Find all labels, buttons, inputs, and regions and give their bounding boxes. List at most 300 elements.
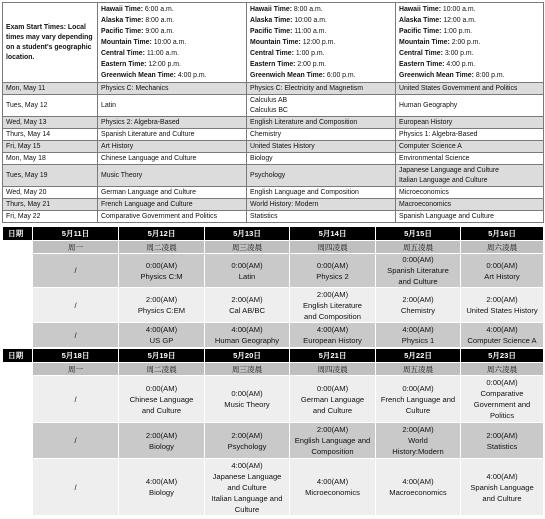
exam-date: Tues, May 12 <box>3 95 98 117</box>
cn-exam-subject: Physics C:EM <box>137 306 186 315</box>
cn-blank-cell <box>3 241 33 254</box>
exam-subject: Statistics <box>250 213 278 220</box>
cn-exam-subject: Statistics <box>486 441 518 451</box>
cn-exam-subject: Latin <box>238 271 256 281</box>
schedule-row <box>3 211 544 223</box>
time-zone-value: 1:00 p.m. <box>443 28 473 35</box>
exam-subject-cell <box>98 153 247 165</box>
cn-exam-time: 2:00(AM) <box>316 425 349 434</box>
cn-exam-subject: European History <box>303 336 362 345</box>
cn-session-row <box>3 288 544 323</box>
time-zone-name: Central Time: <box>250 50 294 57</box>
time-zone-name: Hawaii Time: <box>250 6 292 13</box>
cn-exam-time: 4:00(AM) <box>402 325 434 334</box>
cn-exam-subject: Composition <box>311 447 354 456</box>
cn-weekday-cell: 周五凌晨 <box>376 241 461 254</box>
cn-exam-time: 4:00(AM) <box>316 325 349 334</box>
time-zone-name: Central Time: <box>101 50 145 57</box>
cn-exam-cell <box>376 254 461 288</box>
schedule-row <box>3 199 544 211</box>
cn-schedule-week-2 <box>2 348 544 516</box>
cn-weekday-cell: 周三凌晨 <box>205 363 290 376</box>
exam-subject: United States History <box>250 143 315 150</box>
exam-subject-cell <box>247 83 396 95</box>
cn-exam-cell <box>205 288 290 323</box>
cn-no-exam-cell: / <box>33 288 119 323</box>
time-zone-line <box>250 37 392 48</box>
exam-schedule-body <box>3 3 544 223</box>
cn-weekday-cell: 周六凌晨 <box>461 241 544 254</box>
cn-exam-subject: Chemistry <box>400 306 436 315</box>
time-zone-name: Eastern Time: <box>399 61 445 68</box>
cn-exam-subject: United States History <box>466 306 538 315</box>
cn-weekday-cell: 周三凌晨 <box>205 241 290 254</box>
exam-subject: Macroeconomics <box>399 201 452 208</box>
exam-subject-cell <box>396 141 544 153</box>
cn-no-exam-cell: / <box>33 254 119 288</box>
cn-exam-subject: Government and <box>473 400 531 409</box>
cn-exam-cell <box>290 288 376 323</box>
cn-weekday-cell: 周四凌晨 <box>290 241 376 254</box>
time-zone-name: Pacific Time: <box>399 28 442 35</box>
cn-weekday-cell: 周一 <box>33 363 119 376</box>
time-zone-line <box>250 59 392 70</box>
cn-exam-time: 0:00(AM) <box>316 383 349 393</box>
cn-exam-subject: Cal AB/BC <box>229 306 265 315</box>
exam-date: Fri, May 15 <box>3 141 98 153</box>
time-zone-value: 2:00 p.m. <box>451 39 481 46</box>
cn-exam-time: 0:00(AM) <box>402 383 434 393</box>
exam-subject-cell <box>396 199 544 211</box>
cn-exam-subject: Psychology <box>227 441 267 451</box>
cn-exam-cell <box>290 423 376 459</box>
cn-blank-cell <box>3 254 33 288</box>
exam-date: Tues, May 19 <box>3 165 98 187</box>
exam-subject: Computer Science A <box>399 143 462 150</box>
exam-date: Thurs, May 14 <box>3 129 98 141</box>
time-zone-name: Hawaii Time: <box>399 6 441 13</box>
cn-blank-cell <box>3 423 33 459</box>
exam-subject-cell <box>98 141 247 153</box>
time-zone-value: 8:00 a.m. <box>293 6 323 13</box>
cn-exam-time: 0:00(AM) <box>145 260 178 270</box>
cn-weekday-row <box>3 241 544 254</box>
cn-schedule-week-1 <box>2 226 544 348</box>
time-zone-name: Mountain Time: <box>101 39 152 46</box>
cn-exam-subject: Biology <box>149 441 174 451</box>
exam-subject-cell <box>247 129 396 141</box>
cn-exam-cell <box>119 288 205 323</box>
cn-blank-cell <box>3 376 33 423</box>
time-zone-line <box>399 37 540 48</box>
cn-exam-time: 4:00(AM) <box>231 460 263 470</box>
session-3-times <box>396 3 544 83</box>
exam-subject: Physics 1: Algebra-Based <box>399 131 478 138</box>
exam-subject-cell <box>98 117 247 129</box>
time-zone-value: 10:00 a.m. <box>294 17 327 24</box>
cn-exam-cell <box>119 423 205 459</box>
exam-subject: English Language and Composition <box>250 189 359 196</box>
time-zone-value: 12:00 p.m. <box>302 39 336 46</box>
session-1-times <box>98 3 247 83</box>
exam-subject-cell <box>396 211 544 223</box>
cn-exam-cell <box>376 323 461 348</box>
cn-exam-subject: Physics 1 <box>401 336 435 345</box>
cn-exam-subject: Music Theory <box>224 400 270 409</box>
exam-subject: Spanish Literature and Culture <box>101 131 195 138</box>
time-zone-header-row <box>3 3 544 83</box>
time-zone-value: 9:00 a.m. <box>145 28 175 35</box>
time-zone-name: Mountain Time: <box>399 39 450 46</box>
cn-exam-cell <box>205 376 290 423</box>
time-zone-line <box>399 59 540 70</box>
cn-date-cell: 5月11日 <box>33 227 119 241</box>
schedule-row <box>3 187 544 199</box>
cn-exam-time: 4:00(AM) <box>316 477 349 486</box>
time-zone-value: 3:00 p.m. <box>444 50 474 57</box>
time-zone-value: 4:00 p.m. <box>177 72 207 79</box>
exam-subject-cell <box>396 95 544 117</box>
exam-subject: European History <box>399 119 453 126</box>
exam-subject: Calculus AB <box>250 96 288 104</box>
schedule-row <box>3 153 544 165</box>
cn-exam-subject: History:Modern <box>392 447 444 456</box>
cn-exam-cell <box>376 376 461 423</box>
cn-no-exam-cell: / <box>33 323 119 348</box>
time-zone-line <box>399 70 540 81</box>
cn-exam-subject: Comparative <box>480 389 524 398</box>
cn-exam-time: 2:00(AM) <box>145 430 178 440</box>
time-zone-line <box>101 70 243 81</box>
cn-exam-subject: US GP <box>149 336 174 345</box>
cn-exam-subject: Politics <box>489 411 515 420</box>
cn-blank-cell <box>3 459 33 516</box>
cn-exam-subject: Physics 2 <box>316 271 349 281</box>
cn-exam-cell <box>461 323 544 348</box>
cn-exam-subject: and Culture <box>398 277 438 286</box>
cn-exam-time: 0:00(AM) <box>486 260 518 270</box>
exam-subject-cell <box>396 165 544 187</box>
exam-subject-cell <box>247 211 396 223</box>
cn-session-row <box>3 254 544 288</box>
cn-exam-subject: French Language and <box>380 394 456 404</box>
exam-subject-cell <box>247 165 396 187</box>
exam-subject-cell <box>247 141 396 153</box>
cn-exam-subject: and Culture <box>141 405 182 415</box>
cn-date-cell: 5月15日 <box>376 227 461 241</box>
exam-subject: Chemistry <box>250 131 282 138</box>
cn-exam-cell <box>376 459 461 516</box>
exam-subject: Physics C: Mechanics <box>101 85 169 92</box>
exam-subject: English Literature and Composition <box>250 119 358 126</box>
cn-exam-time: 2:00(AM) <box>402 425 434 434</box>
time-zone-line <box>101 26 243 37</box>
exam-subject: Physics C: Electricity and Magnetism <box>250 85 363 92</box>
exam-subject: United States Government and Politics <box>399 85 518 92</box>
time-zone-line <box>250 4 392 15</box>
time-zone-value: 1:00 p.m. <box>295 50 325 57</box>
time-zone-value: 10:00 a.m. <box>442 6 476 13</box>
time-zone-line <box>399 15 540 26</box>
time-zone-value: 11:00 a.m. <box>146 50 179 57</box>
cn-exam-subject: and Culture <box>227 482 267 492</box>
time-zone-name: Eastern Time: <box>250 61 296 68</box>
cn-exam-cell <box>205 423 290 459</box>
cn-weekday-cell: 周一 <box>33 241 119 254</box>
cn-blank-cell <box>3 288 33 323</box>
cn-date-cell: 5月22日 <box>376 349 461 363</box>
cn-exam-subject: Chinese Language <box>129 394 194 404</box>
time-zone-name: Greenwich Mean Time: <box>399 72 474 79</box>
schedule-row <box>3 129 544 141</box>
exam-subject-cell <box>396 117 544 129</box>
cn-weekday-cell: 周六凌晨 <box>461 363 544 376</box>
time-zone-line <box>101 48 243 59</box>
cn-exam-time: 4:00(AM) <box>486 471 518 481</box>
exam-subject-cell <box>247 117 396 129</box>
cn-exam-time: 0:00(AM) <box>231 389 263 398</box>
cn-no-exam-cell: / <box>33 423 119 459</box>
cn-exam-cell <box>461 288 544 323</box>
time-zone-name: Pacific Time: <box>101 28 144 35</box>
time-zone-line <box>399 26 540 37</box>
exam-subject-cell <box>98 129 247 141</box>
cn-exam-subject: German Language <box>300 394 365 404</box>
exam-subject-cell <box>396 129 544 141</box>
exam-subject: German Language and Culture <box>101 189 197 196</box>
cn-exam-subject: Spanish Literature <box>387 266 449 275</box>
exam-subject: Spanish Language and Culture <box>399 213 495 220</box>
time-zone-line <box>250 26 392 37</box>
cn-exam-time: 0:00(AM) <box>231 260 263 270</box>
exam-subject: French Language and Culture <box>101 201 193 208</box>
cn-weekday-cell: 周二凌晨 <box>119 241 205 254</box>
cn-weekday-cell: 周二凌晨 <box>119 363 205 376</box>
cn-exam-time: 0:00(AM) <box>316 260 349 270</box>
exam-subject: Latin <box>101 101 116 109</box>
time-zone-value: 12:00 a.m. <box>443 17 476 24</box>
time-zone-line <box>399 4 540 15</box>
cn-exam-cell <box>461 376 544 423</box>
cn-date-cell: 5月13日 <box>205 227 290 241</box>
time-zone-value: 6:00 a.m. <box>144 6 174 13</box>
cn-exam-subject: Culture <box>234 504 260 514</box>
time-zone-name: Alaska Time: <box>399 17 442 24</box>
cn-exam-subject: Biology <box>149 488 174 497</box>
exam-subject: Psychology <box>250 171 286 179</box>
time-zone-name: Eastern Time: <box>101 61 147 68</box>
cn-exam-time: 4:00(AM) <box>486 325 518 334</box>
cn-exam-cell <box>290 376 376 423</box>
cn-no-exam-cell: / <box>33 459 119 516</box>
session-2-times <box>247 3 396 83</box>
cn-no-exam-cell: / <box>33 376 119 423</box>
schedule-row <box>3 83 544 95</box>
time-zone-name: Greenwich Mean Time: <box>101 72 176 79</box>
cn-date-cell: 5月21日 <box>290 349 376 363</box>
cn-exam-time: 2:00(AM) <box>402 295 434 304</box>
cn-exam-time: 0:00(AM) <box>486 378 518 387</box>
time-zone-value: 11:00 a.m. <box>294 28 327 35</box>
cn-exam-time: 4:00(AM) <box>231 325 263 334</box>
cn-exam-subject: Computer Science A <box>467 336 537 345</box>
time-zone-value: 2:00 p.m. <box>297 61 327 68</box>
cn-exam-time: 2:00(AM) <box>231 295 263 304</box>
cn-exam-subject: and Culture <box>482 493 522 503</box>
cn-exam-subject: Human Geography <box>214 336 280 345</box>
exam-date: Wed, May 13 <box>3 117 98 129</box>
exam-subject-cell <box>98 199 247 211</box>
cn-blank-cell <box>3 323 33 348</box>
exam-subject-cell <box>98 187 247 199</box>
exam-subject-cell <box>98 95 247 117</box>
cn-exam-time: 2:00(AM) <box>486 295 518 304</box>
time-zone-name: Hawaii Time: <box>101 6 143 13</box>
time-zone-line <box>250 70 392 81</box>
cn-exam-subject: World <box>408 436 428 445</box>
schedule-row <box>3 165 544 187</box>
exam-subject-cell <box>98 165 247 187</box>
cn-date-cell: 5月14日 <box>290 227 376 241</box>
exam-subject: Music Theory <box>101 171 143 179</box>
cn-exam-cell <box>461 254 544 288</box>
time-zone-value: 4:00 p.m. <box>446 61 476 68</box>
exam-subject-cell <box>98 211 247 223</box>
time-zone-line <box>399 48 540 59</box>
cn-date-cell: 5月12日 <box>119 227 205 241</box>
cn-exam-cell <box>290 459 376 516</box>
time-zone-name: Pacific Time: <box>250 28 293 35</box>
cn-exam-time: 2:00(AM) <box>316 289 349 299</box>
time-zone-value: 6:00 p.m. <box>326 72 356 79</box>
exam-subject: Biology <box>250 155 273 162</box>
exam-subject: World History: Modern <box>250 201 319 208</box>
exam-subject: Calculus BC <box>250 106 288 114</box>
cn-date-label: 日期 <box>3 349 33 363</box>
cn-week-2-body <box>3 349 544 516</box>
exam-subject: Japanese Language and Culture <box>399 166 499 174</box>
cn-weekday-cell: 周五凌晨 <box>376 363 461 376</box>
cn-exam-time: 4:00(AM) <box>145 325 178 334</box>
cn-exam-subject: Macroeconomics <box>389 488 447 497</box>
cn-exam-time: 2:00(AM) <box>231 430 263 440</box>
time-zone-value: 10:00 a.m. <box>153 39 187 46</box>
cn-exam-subject: Microeconomics <box>305 488 360 497</box>
cn-exam-cell <box>376 288 461 323</box>
cn-exam-cell <box>290 323 376 348</box>
exam-subject: Human Geography <box>399 101 458 109</box>
cn-exam-subject: Culture <box>405 405 431 415</box>
exam-date: Wed, May 20 <box>3 187 98 199</box>
cn-exam-subject: Art History <box>484 271 520 281</box>
exam-date: Mon, May 18 <box>3 153 98 165</box>
exam-date: Thurs, May 21 <box>3 199 98 211</box>
time-zone-name: Alaska Time: <box>250 17 293 24</box>
cn-exam-cell <box>205 459 290 516</box>
cn-exam-time: 0:00(AM) <box>145 383 178 393</box>
cn-exam-cell <box>119 254 205 288</box>
cn-blank-cell <box>3 363 33 376</box>
cn-exam-subject: Japanese Language <box>212 471 282 481</box>
cn-exam-time: 4:00(AM) <box>402 477 434 486</box>
time-zone-line <box>250 15 392 26</box>
cn-date-cell: 5月16日 <box>461 227 544 241</box>
cn-date-header-row <box>3 227 544 241</box>
exam-start-note: Exam Start Times: Local times may vary depending on a student's geographic location. <box>3 3 98 83</box>
exam-date: Mon, May 11 <box>3 83 98 95</box>
exam-subject-cell <box>247 199 396 211</box>
schedule-row <box>3 117 544 129</box>
cn-exam-time: 4:00(AM) <box>145 477 178 486</box>
cn-date-cell: 5月19日 <box>119 349 205 363</box>
cn-exam-subject: Italian Language and <box>211 493 283 503</box>
exam-subject-cell <box>98 83 247 95</box>
cn-exam-time: 2:00(AM) <box>486 430 518 440</box>
cn-date-label: 日期 <box>3 227 33 241</box>
cn-exam-subject: and Culture <box>312 405 353 415</box>
cn-exam-cell <box>119 376 205 423</box>
cn-exam-cell <box>461 459 544 516</box>
cn-weekday-cell: 周四凌晨 <box>290 363 376 376</box>
exam-subject-cell <box>247 153 396 165</box>
time-zone-line <box>250 48 392 59</box>
exam-subject-cell <box>396 187 544 199</box>
exam-schedule-table <box>2 2 544 223</box>
cn-session-row <box>3 459 544 516</box>
time-zone-line <box>101 37 243 48</box>
exam-subject: Environmental Science <box>399 155 470 162</box>
cn-session-row <box>3 323 544 348</box>
time-zone-line <box>101 59 243 70</box>
cn-week-1-body <box>3 227 544 348</box>
schedule-row <box>3 95 544 117</box>
cn-exam-time: 2:00(AM) <box>145 295 178 304</box>
time-zone-line <box>101 15 243 26</box>
exam-subject-cell <box>396 83 544 95</box>
cn-session-row <box>3 423 544 459</box>
schedule-row <box>3 141 544 153</box>
cn-date-cell: 5月23日 <box>461 349 544 363</box>
cn-weekday-row <box>3 363 544 376</box>
cn-exam-subject: English Literature <box>302 300 363 310</box>
exam-subject: Art History <box>101 143 134 150</box>
exam-date: Fri, May 22 <box>3 211 98 223</box>
cn-exam-cell <box>290 254 376 288</box>
exam-subject: Physics 2: Algebra-Based <box>101 119 180 126</box>
cn-exam-cell <box>376 423 461 459</box>
exam-subject: Microeconomics <box>399 189 449 196</box>
cn-exam-cell <box>205 323 290 348</box>
cn-exam-cell <box>461 423 544 459</box>
time-zone-name: Greenwich Mean Time: <box>250 72 325 79</box>
cn-date-cell: 5月18日 <box>33 349 119 363</box>
time-zone-line <box>101 4 243 15</box>
exam-subject: Italian Language and Culture <box>399 176 488 184</box>
cn-exam-cell <box>119 459 205 516</box>
time-zone-name: Central Time: <box>399 50 443 57</box>
time-zone-name: Mountain Time: <box>250 39 301 46</box>
cn-session-row <box>3 376 544 423</box>
exam-subject: Comparative Government and Politics <box>101 213 218 220</box>
cn-date-header-row <box>3 349 544 363</box>
time-zone-value: 8:00 a.m. <box>145 17 175 24</box>
cn-exam-time: 0:00(AM) <box>402 255 434 264</box>
cn-exam-subject: Physics C:M <box>140 271 183 281</box>
cn-exam-subject: English Language and <box>294 436 371 445</box>
time-zone-value: 12:00 p.m. <box>148 61 181 68</box>
exam-subject-cell <box>396 153 544 165</box>
cn-exam-subject: and Composition <box>304 311 361 321</box>
